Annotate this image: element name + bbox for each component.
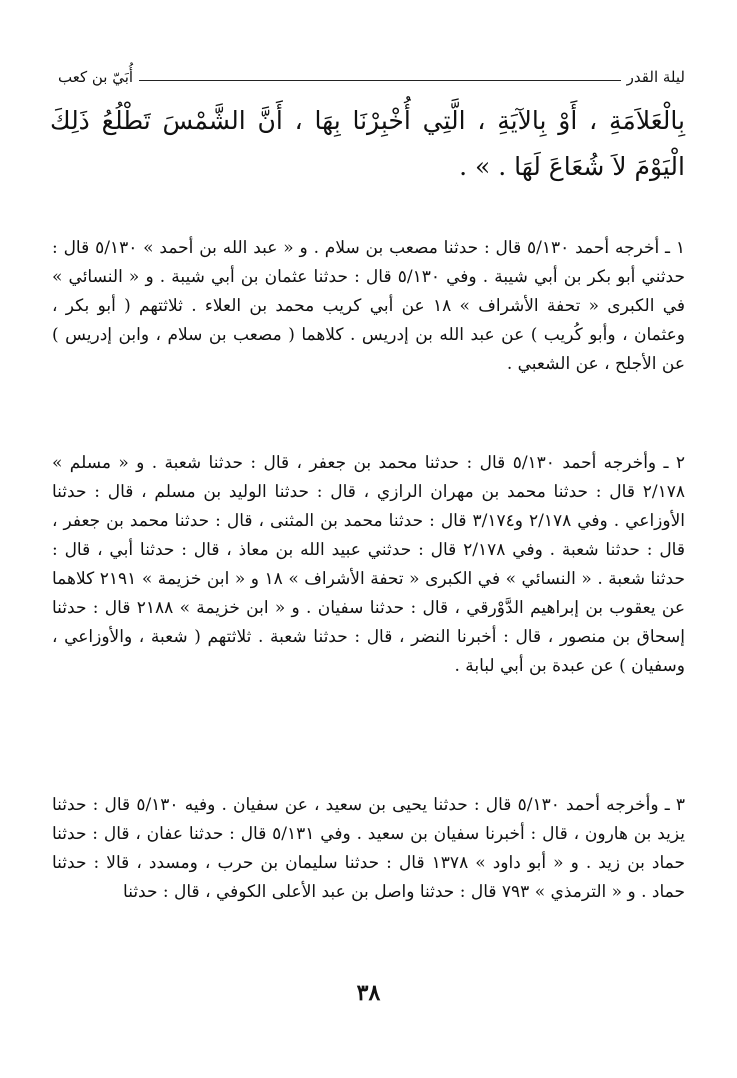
footnote-2: ٢ ـ وأخرجه أحمد ٥/١٣٠ قال : حدثنا محمد بن جعفر ، قال : حدثنا شعبة . و « مسلم » ٢/١٧٨ قال : حدثنا محمد بن مهران الرازي ، قال : حدثنا الوليد بن مسلم ، قال : حدثنا الأوزاعي . وفي ٢/١٧٨ و٣/١٧٤ قال : حدثنا محمد بن المثنى ، قال : حدثنا محمد بن جعفر ، قال : حدثنا شعبة . وفي ٢/١٧٨ قال : حدثني عبيد الله بن معاذ ، قال : حدثنا أبي ، قال : حدثنا شعبة . « النسائي » في الكبرى « تحفة الأشراف » ١٨ و « ابن خزيمة » ٢١٩١ كلاهما عن يعقوب بن إبراهيم الدَّوْرقي ، قال : حدثنا سفيان . و « ابن خزيمة » ٢١٨٨ قال : حدثنا إسحاق بن منصور ، قال : أخبرنا النضر ، قال : حدثنا شعبة . ثلاثتهم ( شعبة ، والأوزاعي ، وسفيان ) عن عبدة بن أبي لبابة . [52, 453, 686, 676]
header-chapter-title: ليلة القدر [626, 68, 685, 86]
footnote-3: ٣ ـ وأخرجه أحمد ٥/١٣٠ قال : حدثنا يحيى بن سعيد ، عن سفيان . وفيه ٥/١٣٠ قال : حدثنا يزيد بن هارون ، قال : أخبرنا سفيان بن سعيد . وفي ٥/١٣١ قال : حدثنا عفان ، قال : حدثنا حماد بن زيد . و « أبو داود » ١٣٧٨ قال : حدثنا سليمان بن حرب ، ومسدد ، قالا : حدثنا حماد . و « الترمذي » ٧٩٣ قال : حدثنا واصل بن عبد الأعلى الكوفي ، قال : حدثنا [52, 795, 686, 902]
footnote-1: ١ ـ أخرجه أحمد ٥/١٣٠ قال : حدثنا مصعب بن سلام . و « عبد الله بن أحمد » ٥/١٣٠ قال : حدثني أبو بكر بن أبي شيبة . وفي ٥/١٣٠ قال : حدثنا عثمان بن أبي شيبة . و « النسائي » في الكبرى « تحفة الأشراف » ١٨ عن أبي كريب محمد بن العلاء . ثلاثتهم ( أبو بكر ، وعثمان ، وأبو كُريب ) عن عبد الله بن إدريس . كلاهما ( مصعب بن سلام ، وابن إدريس ) عن الأجلح ، عن الشعبي . [52, 238, 686, 374]
running-header [58, 62, 685, 86]
page-number: ٣٨ [356, 980, 381, 1006]
header-rule [139, 80, 621, 81]
header-section-title: أُبَيّ بن كعب [58, 68, 134, 86]
hadith-text: بِالْعَلاَمَةِ ، أَوْ بِالآيَةِ ، الَّتِي أُخْبِرْنَا بِهَا ، أَنَّ الشَّمْسَ تَطْلُعُ ذَلِكَ الْيَوْمَ لاَ شُعَاعَ لَهَا . » . [50, 106, 685, 181]
